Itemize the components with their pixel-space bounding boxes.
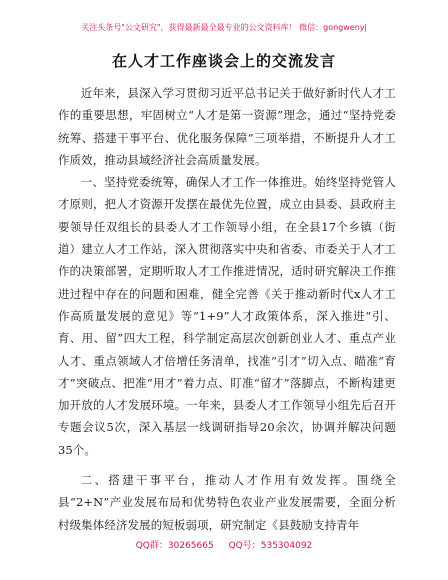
paragraph-section-2: 二、搭建干事平台，推动人才作用有效发挥。围绕全县“2+N”产业发展布局和优势特色农业产业发展需要，全面分析村级集体经济发展的短板弱项，研究制定《县鼓励支持青年	[58, 473, 396, 532]
footer-qq-group: QQ群：30265665	[135, 541, 214, 551]
document-title: 在人才工作座谈会上的交流发言	[111, 52, 336, 70]
header-banner: 关注头条号"公文研究"，获得最新最全最专业的公文资料库！ 微信：gongwenyj	[81, 23, 367, 32]
paragraph-section-1: 一、坚持党委统筹，确保人才工作一体推进。始终坚持党管人才原则，把人才资源开发摆在最优先位置，成立由县委、县政府主要领导任双组长的县委人才工作领导小组，在全县17个乡镇（街道）建立人才工作站，深入贯彻落实中央和省委、市委关于人才工作的决策部署，定期听取人才工作推进情况，适时研究解决工作推进过程中存在的问题和困难，健全完善《关于推动新时代x人才工作高质量发展的意见》等“1+9”人才政策体系，深入推进“引、育、用、留”四大工程，科学制定高层次创新创业人才、重点产业人才、重点领域人才倍增任务清单，找准“引才”切入点、瞄准“育才”突破点、把准“用才”着力点、盯准“留才”落脚点，不断构建更加开放的人才发展环境。一年来，县委人才工作领导小组先后召开专题会议5次，深入基层一线调研指导20余次，协调并解决问题35个。	[58, 175, 396, 457]
document-body	[58, 82, 396, 536]
footer-qq-number: QQ号：535304092	[228, 541, 313, 551]
paragraph-intro: 近年来，县深入学习贯彻习近平总书记关于做好新时代人才工作的重要思想，牢固树立“人才是第一资源”理念，通过“坚持党委统筹、搭建干事平台、优化服务保障”三项举措，不断提升人才工作质效，推动县域经济社会高质量发展。	[58, 86, 396, 167]
footer-contacts	[0, 538, 448, 551]
